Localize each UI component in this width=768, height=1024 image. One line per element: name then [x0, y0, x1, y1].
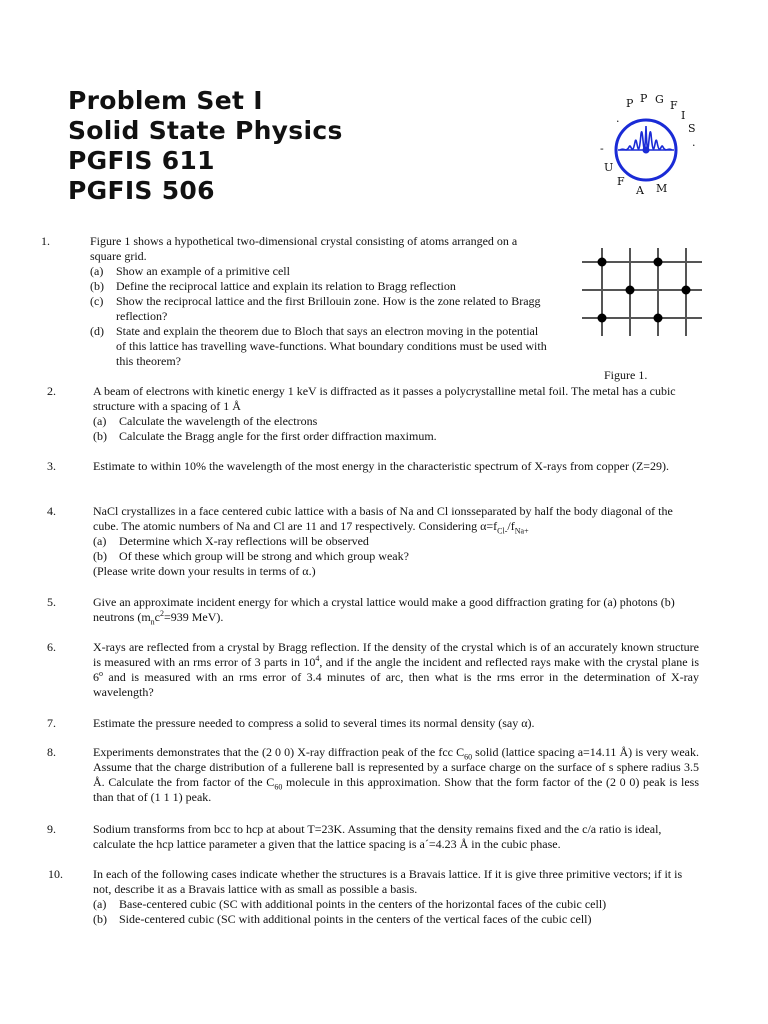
problem-number: 10. — [48, 867, 63, 881]
list-item: (a) Determine which X-ray reflections will be observed — [93, 534, 369, 548]
problem-text: Figure 1 shows a hypothetical two-dimensional crystal consisting of atoms arranged on a square grid. — [90, 234, 518, 263]
list-item: (b) Calculate the Bragg angle for the first order diffraction maximum. — [93, 429, 437, 443]
svg-text:P: P — [626, 97, 634, 110]
list-item: (b) Define the reciprocal lattice and explain its relation to Bragg reflection — [90, 279, 456, 293]
list-item: (a) Calculate the wavelength of the electrons — [93, 414, 318, 428]
title-course: Solid State Physics — [68, 116, 343, 145]
square-lattice-figure — [582, 248, 702, 348]
svg-text:P: P — [640, 92, 648, 105]
problem-number: 9. — [47, 822, 56, 836]
problem-number: 3. — [47, 459, 56, 473]
problem-number: 1. — [41, 234, 50, 248]
title-problem-set: Problem Set I — [68, 86, 263, 115]
svg-text:G: G — [655, 93, 664, 106]
svg-text:S: S — [688, 122, 696, 135]
problem-number: 5. — [47, 595, 56, 609]
svg-text:-: - — [600, 142, 604, 155]
problem-number: 4. — [47, 504, 56, 518]
svg-text:F: F — [617, 175, 625, 188]
svg-text:.: . — [616, 112, 620, 125]
problem-number: 6. — [47, 640, 56, 654]
list-item: (b) Of these which group will be strong and which group weak? — [93, 549, 409, 563]
ppgfis-logo-icon — [588, 92, 708, 212]
problem-text: Give an approximate incident energy for which a crystal lattice would make a good diffraction grating for (a) photons (b) neutrons ($m_nc^2=939$ MeV). — [93, 595, 675, 627]
svg-text:M: M — [656, 182, 668, 195]
list-item: (a) Show an example of a primitive cell — [90, 264, 290, 278]
problem-text: Experiments demonstrates that the (2 0 0) X-ray diffraction peak of the fcc $C_{60}$ solid (lattice spacing a=14.11 Å) is very weak. Assume that the charge distribution of a fullerene ball is represented by a surface charge on the surface of s sphere radius 3.5 Å. Calculate the from factor of the $C_{60}$ molecule in this approximation. Show that the form factor of the (2 0 0) peak is less than that of (1 1 1) peak. — [93, 745, 700, 804]
list-item: (c) Show the reciprocal lattice and the first Brillouin zone. How is the zone related to Bragg reflection? — [90, 294, 541, 323]
list-item: (b) Side-centered cubic (SC with additional points in the centers of the vertical faces of the cubic cell) — [93, 912, 592, 926]
problem-note: (Please write down your results in terms of α.) — [93, 564, 316, 578]
problem-number: 7. — [47, 716, 56, 730]
problem-text: Sodium transforms from bcc to hcp at about T=23K. Assuming that the density remains fixed and the c/a ratio is ideal, calculate the hcp lattice parameter a given that the lattice spacing is a´=4.23 Å in the cubic phase. — [93, 822, 662, 851]
problem-number: 8. — [47, 745, 56, 759]
svg-text:I: I — [681, 109, 686, 122]
problem-text: Estimate the pressure needed to compress a solid to several times its normal density (say α). — [93, 716, 535, 730]
svg-text:U: U — [604, 161, 614, 174]
figure-caption: Figure 1. — [604, 368, 648, 382]
svg-text:.: . — [692, 136, 696, 149]
problem-text: Estimate to within 10% the wavelength of the most energy in the characteristic spectrum of X-rays from copper (Z=29). — [93, 459, 670, 473]
svg-text:A: A — [636, 184, 644, 197]
list-item: (d) State and explain the theorem due to Bloch that says an electron moving in the potential of this lattice has travelling wave-functions. What boundary conditions must be used with this theorem? — [90, 324, 547, 368]
problem-text: X-rays are reflected from a crystal by Bragg reflection. If the density of the crystal which is of an accurately known structure is measured with an rms error of 3 parts in $10^4$, and if the angle the incident and reflected rays make with the crystal plane is 6$^o$ and is measured with an rms error of 3.4 minutes of arc, then what is the rms error in the determination of X-ray wavelength? — [93, 640, 699, 699]
document-title — [68, 86, 343, 206]
list-item: (a) Base-centered cubic (SC with additional points in the centers of the horizontal faces of the cubic cell) — [93, 897, 607, 911]
problem-text: In each of the following cases indicate whether the structures is a Bravais lattice. If it is give three primitive vectors; if it is not, describe it as a Bravais lattice with as small as possible a basis. — [93, 867, 683, 896]
problem-text: A beam of electrons with kinetic energy 1 keV is diffracted as it passes a polycrystalline metal foil. The metal has a cubic structure with a spacing of 1 Å — [93, 384, 676, 413]
svg-text:F: F — [670, 99, 678, 112]
title-code-2: PGFIS 506 — [68, 176, 215, 205]
problem-number: 2. — [47, 384, 56, 398]
problem-text: NaCl crystallizes in a face centered cubic lattice with a basis of Na and Cl ionsseparated by half the body diagonal of the cube. The atomic numbers of Na and Cl are 11 and 17 respectively. Considering $\alpha=f_{Cl-}/f_{Na+}$ — [93, 504, 673, 536]
title-code-1: PGFIS 611 — [68, 146, 215, 175]
